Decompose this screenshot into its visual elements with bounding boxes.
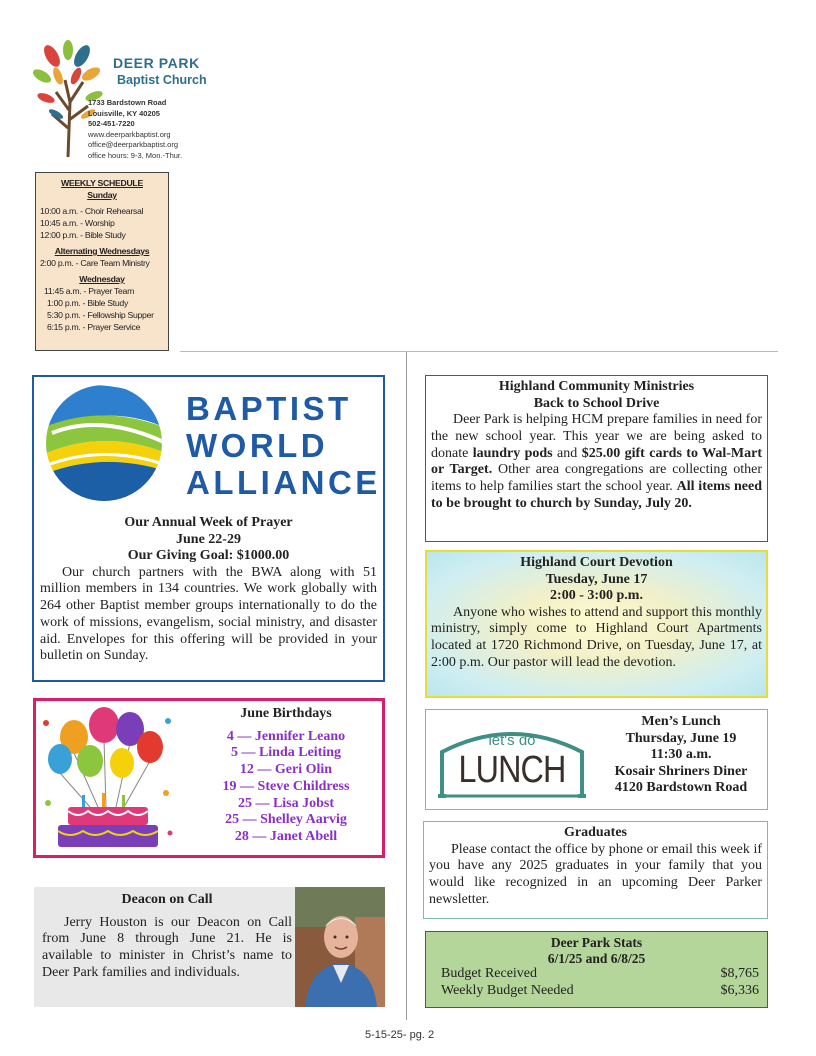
birthday-entry: 5 — Linda Leiting: [230, 745, 342, 761]
hcm-title: Highland Community Ministries: [498, 379, 695, 394]
schedule-heading-wednesday: Wednesday: [79, 274, 125, 284]
hcm-card: [425, 375, 768, 542]
deacon-card: [34, 887, 385, 1007]
stats-row: [441, 983, 759, 999]
bwa-goal: Our Giving Goal: $1000.00: [127, 548, 290, 563]
deacon-photo: [295, 887, 385, 1007]
graduates-body: Please contact the office by phone or email this week if you have any 2025 graduates in your family that you would like recognized in an upcoming Deer Parker newsletter.: [429, 841, 762, 907]
birthdays-title: June Birthdays: [240, 706, 332, 721]
address-line-1: 1733 Bardstown Road: [88, 98, 167, 107]
schedule-heading-alt-wednesdays: Alternating Wednesdays: [54, 246, 150, 256]
divider-vertical: [406, 352, 407, 1020]
bwa-globe-logo: [42, 383, 166, 503]
lunch-place: Kosair Shriners Diner: [614, 763, 748, 779]
bwa-title: Our Annual Week of Prayer: [124, 515, 293, 530]
stats-row-label: Weekly Budget Needed: [441, 983, 574, 998]
schedule-heading-sunday: Sunday: [87, 190, 117, 200]
church-subname: Baptist Church: [117, 73, 207, 87]
birthday-entry: 19 — Steve Childress: [222, 778, 350, 794]
graduates-title: Graduates: [564, 825, 627, 840]
devotion-card: [425, 550, 768, 698]
deacon-body: Jerry Houston is our Deacon on Call from June 8 through June 21. He is available to minister in Christ’s name to Deer Park families and individuals.: [42, 914, 292, 980]
stats-row-label: Budget Received: [441, 966, 538, 981]
phone: 502-451-7220: [88, 119, 135, 128]
lets-do-lunch-logo: [438, 722, 586, 798]
mens-lunch-card: [425, 709, 768, 810]
lunch-address: 4120 Bardstown Road: [614, 780, 748, 795]
page-footer: 5-15-25- pg. 2: [365, 1029, 435, 1041]
logo-lets-do-text: let's do: [488, 732, 536, 749]
stats-card: [425, 931, 768, 1008]
lunch-date: Thursday, June 19: [625, 730, 737, 746]
bwa-logo-word-2: WORLD: [186, 427, 329, 464]
deacon-title: Deacon on Call: [121, 892, 213, 907]
divider-horizontal: [180, 351, 778, 352]
bwa-card: [32, 375, 385, 682]
graduates-card: [423, 821, 768, 919]
birthday-cake-balloons-image: [38, 703, 180, 853]
hcm-body: Deer Park is helping HCM prepare families in need for the new school year. This year we are being asked to donate laundry pods and $25.00 gift cards to Wal-Mart or Target. Other area congregations are collecting other items to help families start the school year. All items need to be brought to church by Sunday, July 20.: [431, 412, 763, 511]
weekly-schedule: [35, 172, 169, 351]
birthday-entry: 25 — Shelley Aarvig: [225, 812, 347, 828]
devotion-title: Highland Court Devotion: [520, 555, 673, 570]
bwa-logo-word-3: ALLIANCE: [186, 464, 381, 501]
birthday-entry: 28 — Janet Abell: [234, 829, 338, 845]
birthday-entry: 25 — Lisa Jobst: [237, 795, 335, 811]
website-link[interactable]: www.deerparkbaptist.org: [88, 129, 171, 139]
bwa-body: Our church partners with the BWA along with 51 million members in 134 countries. We work globally with 264 other Baptist member groups internationally to do the work of missions, evangelism, social ministry, and disaster aid. Envelopes for this offering will be provided in your bulletin on Sunday.: [40, 564, 377, 664]
email-link[interactable]: office@deerparkbaptist.org: [88, 140, 179, 149]
bwa-logo-word-1: BAPTIST: [186, 390, 352, 427]
devotion-date: Tuesday, June 17: [545, 571, 648, 587]
stats-row-value: $8,765: [720, 966, 759, 981]
logo-lunch-text: LUNCH: [458, 749, 566, 791]
stats-title: Deer Park Stats: [550, 935, 643, 950]
schedule-item: 5:30 p.m. - Fellowship Supper: [47, 310, 154, 320]
hcm-subtitle: Back to School Drive: [533, 395, 660, 411]
address-line-2: Louisville, KY 40205: [88, 108, 160, 118]
stats-row-value: $6,336: [720, 983, 759, 998]
contact-block: [88, 98, 182, 161]
schedule-item: 10:45 a.m. - Worship: [40, 218, 115, 228]
schedule-item: 12:00 p.m. - Bible Study: [40, 230, 126, 240]
office-hours: office hours: 9-3, Mon.-Thur.: [88, 150, 183, 160]
church-name: DEER PARK: [113, 55, 200, 71]
bwa-dates: June 22-29: [176, 531, 241, 547]
schedule-title: WEEKLY SCHEDULE: [61, 178, 143, 188]
birthday-entry: 12 — Geri Olin: [239, 762, 333, 778]
birthday-entry: 4 — Jennifer Leano: [226, 728, 346, 744]
schedule-item: 1:00 p.m. - Bible Study: [47, 298, 128, 308]
lunch-title: Men’s Lunch: [641, 714, 721, 729]
birthdays-card: [33, 698, 385, 858]
lunch-time: 11:30 a.m.: [650, 747, 712, 762]
devotion-time: 2:00 - 3:00 p.m.: [550, 588, 643, 603]
stats-dates: 6/1/25 and 6/8/25: [547, 950, 646, 966]
schedule-item: 11:45 a.m. - Prayer Team: [44, 286, 135, 296]
schedule-item: 10:00 a.m. - Choir Rehearsal: [40, 206, 144, 216]
devotion-body: Anyone who wishes to attend and support this monthly ministry, simply come to Highland Court Apartments located at 1720 Richmond Drive, on Tuesday, June 17, at 2:00 p.m. Our pastor will lead the devotion.: [431, 604, 762, 670]
schedule-item: 6:15 p.m. - Prayer Service: [47, 322, 141, 332]
stats-row: [441, 966, 759, 982]
schedule-item: 2:00 p.m. - Care Team Ministry: [40, 258, 150, 268]
